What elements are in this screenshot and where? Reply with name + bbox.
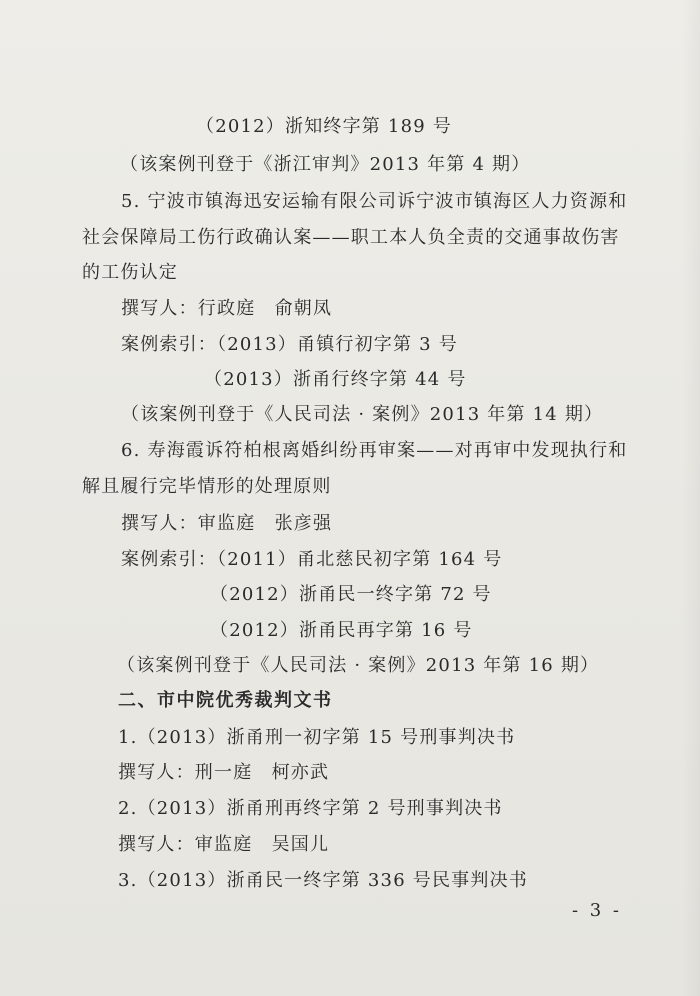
author-line: 撰写人：审监庭 吴国儿 [118, 834, 330, 855]
case-index-line: （2012）浙甬民一终字第 72 号 [210, 584, 492, 605]
case-index-line: （2012）浙知终字第 189 号 [196, 116, 453, 137]
publication-note: （该案例刊登于《人民司法 · 案例》2013 年第 16 期） [117, 655, 600, 676]
case-title-6-end: 解且履行完毕情形的处理原则 [82, 476, 332, 497]
author-line: 撰写人：刑一庭 柯亦武 [118, 762, 330, 783]
case-title-6: 6. 寿海霞诉符柏根离婚纠纷再审案——对再审中发现执行和 [121, 440, 628, 461]
judgment-item-2: 2.（2013）浙甬刑再终字第 2 号刑事判决书 [118, 798, 503, 819]
case-index-line: （2013）浙甬行终字第 44 号 [204, 369, 467, 390]
case-index-line: 案例索引：（2011）甬北慈民初字第 164 号 [121, 549, 503, 570]
author-line: 撰写人：审监庭 张彦强 [121, 513, 333, 534]
case-title-5: 5. 宁波市镇海迅安运输有限公司诉宁波市镇海区人力资源和 [121, 191, 628, 212]
case-title-5-end: 的工伤认定 [82, 262, 178, 283]
section-heading: 二、市中院优秀裁判文书 [118, 690, 333, 711]
judgment-item-3: 3.（2013）浙甬民一终字第 336 号民事判决书 [118, 870, 528, 891]
judgment-item-1: 1.（2013）浙甬刑一初字第 15 号刑事判决书 [118, 727, 516, 748]
case-index-line: 案例索引：（2013）甬镇行初字第 3 号 [121, 334, 458, 355]
publication-note: （该案例刊登于《浙江审判》2013 年第 4 期） [120, 154, 531, 175]
case-title-5-cont: 社会保障局工伤行政确认案——职工本人负全责的交通事故伤害 [82, 227, 620, 248]
publication-note: （该案例刊登于《人民司法 · 案例》2013 年第 14 期） [121, 404, 604, 425]
page-number: - 3 - [571, 900, 622, 921]
scan-shadow [682, 0, 700, 996]
case-index-line: （2012）浙甬民再字第 16 号 [210, 620, 473, 641]
author-line: 撰写人：行政庭 俞朝凤 [121, 298, 333, 319]
